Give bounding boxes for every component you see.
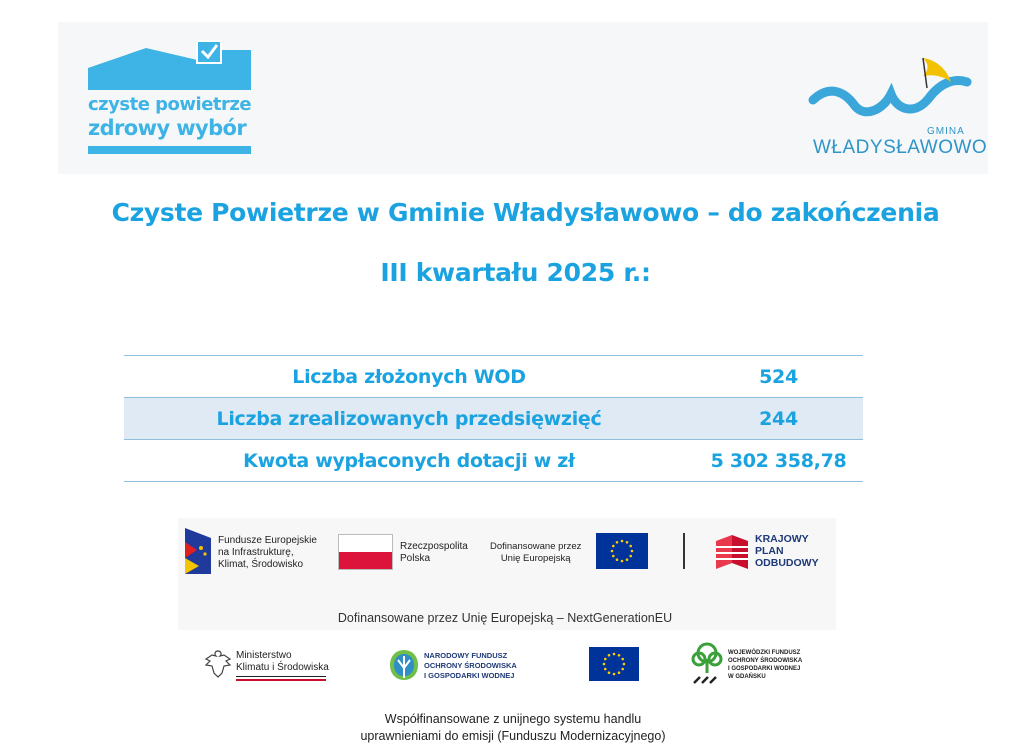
nfosigw-label: NARODOWY FUNDUSZ OCHRONY ŚRODOWISKA I GOSPODARKI WODNEJ bbox=[424, 651, 517, 680]
row-label: Kwota wypłaconych dotacji w zł bbox=[243, 449, 575, 472]
ministry-label: Ministerstwo Klimatu i Środowiska bbox=[236, 650, 329, 673]
eu-flag-icon bbox=[589, 647, 639, 681]
fundusze-europejskie-label: Fundusze Europejskie na Infrastrukturę, Klimat, Środowisko bbox=[218, 535, 317, 570]
house-icon bbox=[88, 40, 253, 96]
logo-line-1: czyste powietrze bbox=[88, 94, 252, 115]
polish-flag-icon bbox=[338, 534, 393, 570]
next-generation-eu-label: Dofinansowane przez Unię Europejską – NextGenerationEU bbox=[337, 611, 673, 625]
gmina-wladyslawowo-logo bbox=[805, 48, 988, 163]
ministry-rule bbox=[236, 676, 326, 677]
kpo-icon bbox=[716, 535, 748, 569]
row-value: 5 302 358,78 bbox=[710, 449, 847, 472]
fundusze-europejskie-icon bbox=[185, 528, 211, 574]
table-row bbox=[124, 440, 863, 482]
wfosigw-tree-icon bbox=[690, 641, 724, 685]
logo-line-2: zdrowy wybór bbox=[88, 116, 247, 140]
eu-flag-icon bbox=[596, 533, 648, 569]
nfosigw-icon bbox=[388, 648, 420, 682]
gmina-name: WŁADYSŁAWOWO bbox=[813, 137, 988, 158]
row-value: 244 bbox=[759, 407, 798, 430]
gmina-label: GMINA bbox=[927, 126, 965, 137]
page-title-line-1: Czyste Powietrze w Gminie Władysławowo – do zakończenia bbox=[111, 198, 940, 227]
logo-underline bbox=[88, 146, 251, 154]
rzeczpospolita-label: Rzeczpospolita Polska bbox=[400, 541, 468, 564]
wfosigw-label: WOJEWÓDZKI FUNDUSZ OCHRONY ŚRODOWISKA I GOSPODARKI WODNEJ W GDAŃSKU bbox=[728, 650, 803, 680]
logo-divider bbox=[683, 533, 685, 569]
ministry-rule-red bbox=[236, 679, 326, 681]
eu-cofinanced-label: Dofinansowane przez Unię Europejską bbox=[490, 541, 582, 564]
table-row bbox=[124, 356, 863, 398]
cofinanced-note: Współfinansowane z unijnego systemu handlu uprawnieniami do emisji (Funduszu Modernizacyjnego) bbox=[360, 712, 666, 743]
czyste-powietrze-logo bbox=[88, 40, 253, 158]
eagle-emblem-icon bbox=[202, 647, 234, 679]
kpo-label: KRAJOWY PLAN ODBUDOWY bbox=[755, 533, 819, 569]
row-value: 524 bbox=[759, 365, 798, 388]
table-row bbox=[124, 398, 863, 440]
row-label: Liczba złożonych WOD bbox=[292, 365, 526, 388]
stats-table bbox=[124, 355, 863, 482]
wave-sail-icon bbox=[805, 48, 980, 128]
page-title-line-2: III kwartału 2025 r.: bbox=[380, 258, 651, 287]
row-label: Liczba zrealizowanych przedsięwzięć bbox=[216, 407, 602, 430]
